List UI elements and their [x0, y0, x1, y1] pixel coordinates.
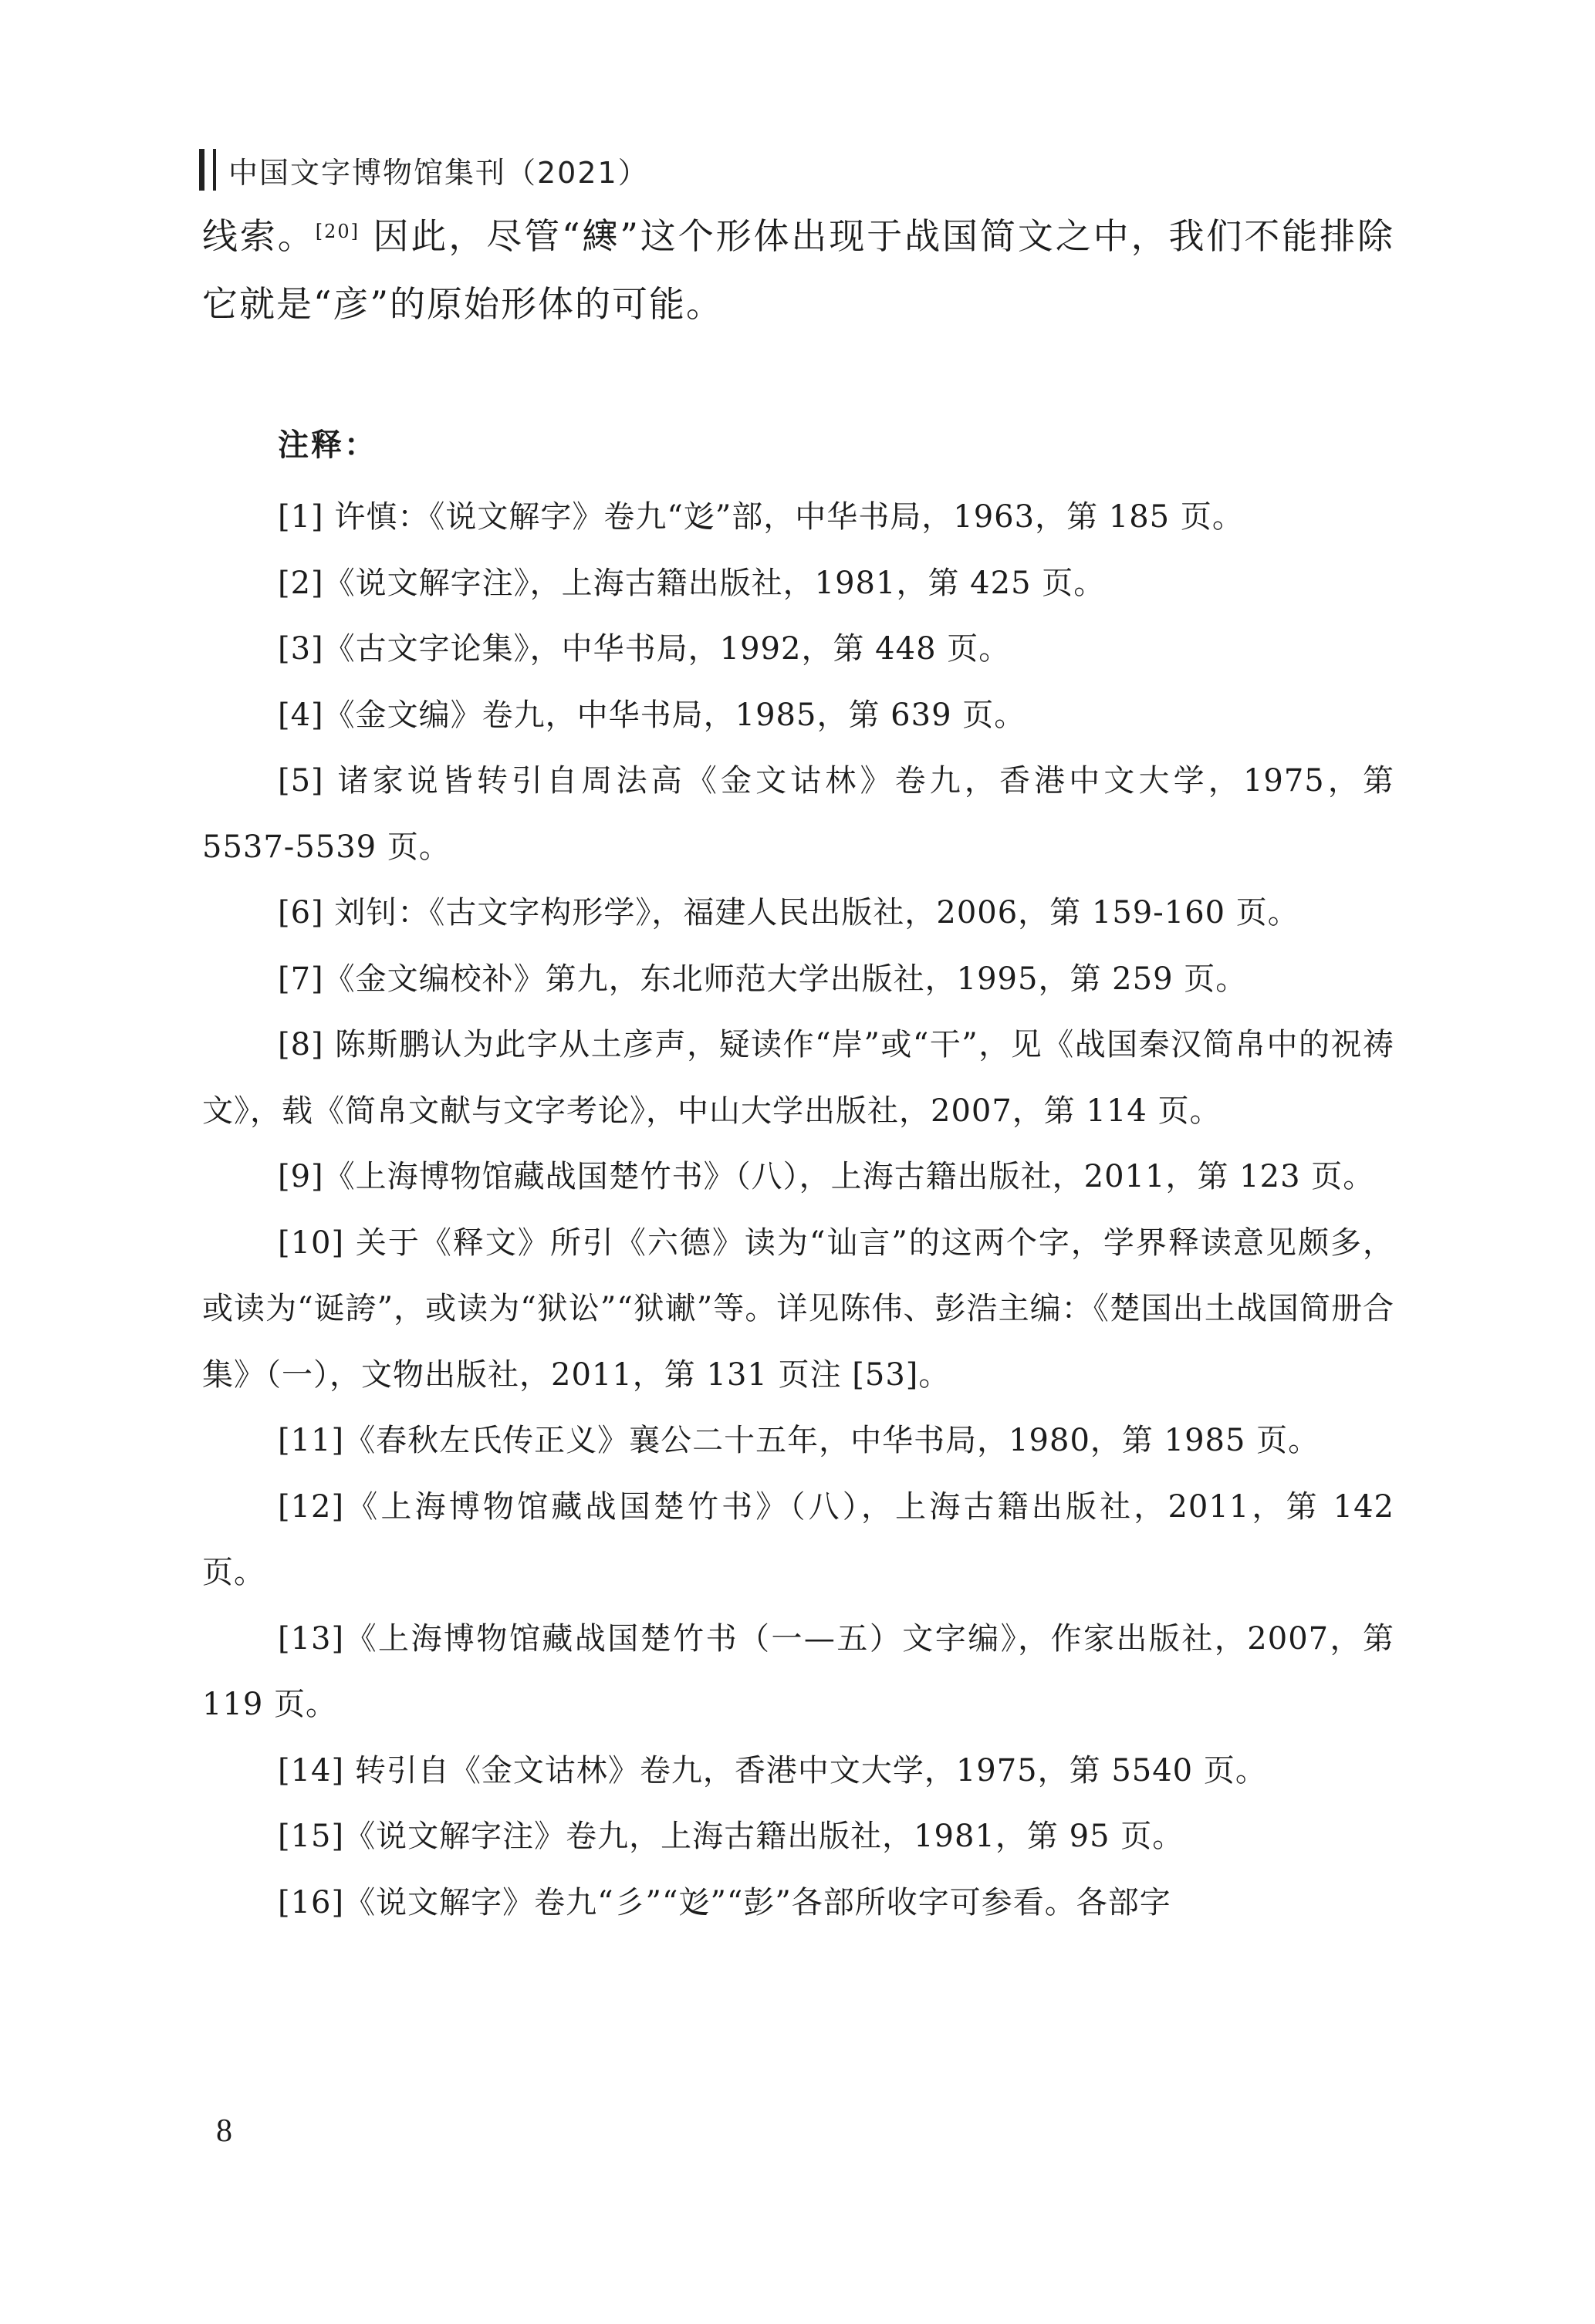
running-header: [199, 145, 649, 194]
note-item: [8] 陈斯鹏认为此字从土彦声，疑读作“岸”或“干”，见《战国秦汉简帛中的祝祷文》，载《简帛文献与文字考论》，中山大学出版社，2007，第 114 页。: [202, 1027, 1394, 1129]
paragraph-end: ”这个形体出现于战国简文之中，我们不能排除它就是“彦”的原始形体的可能。: [202, 215, 1394, 325]
paragraph-start: 线索。: [202, 215, 316, 257]
header-bar-icon: [199, 149, 216, 191]
body-paragraph: [202, 202, 1394, 338]
page-number: 8: [216, 2113, 232, 2149]
note-item: [14] 转引自《金文诂林》卷九，香港中文大学，1975，第 5540 页。: [278, 1752, 1267, 1789]
paragraph-middle: 因此，尽管“: [359, 215, 582, 257]
note-item: [4]《金文编》卷九，中华书局，1985，第 639 页。: [278, 697, 1026, 733]
note-item: [3]《古文字论集》，中华书局，1992，第 448 页。: [278, 631, 1011, 667]
citation-marker[interactable]: [20]: [315, 221, 360, 242]
note-item: [6] 刘钊：《古文字构形学》，福建人民出版社，2006，第 159-160 页。: [278, 895, 1299, 931]
note-item: [9]《上海博物馆藏战国楚竹书》（八），上海古籍出版社，2011，第 123 页。: [278, 1159, 1375, 1194]
notes-list: [202, 485, 1394, 1936]
note-item: [12]《上海博物馆藏战国楚竹书》（八），上海古籍出版社，2011，第 142 页。: [202, 1488, 1394, 1590]
ancient-glyph: 𫟂: [581, 215, 620, 257]
note-item: [10] 关于《释文》所引《六德》读为“讪言”的这两个字，学界释读意见颇多，或读为“诞誇”，或读为“狱讼”“狱谳”等。详见陈伟、彭浩主编：《楚国出土战国简册合集》（一），文物出版社，2011，第 131 页注 [53]。: [202, 1224, 1394, 1393]
note-item: [16]《说文解字》卷九“彡”“彣”“彭”各部所收字可参看。各部字: [278, 1884, 1171, 1920]
running-title: 中国文字博物馆集刊（2021）: [228, 155, 649, 190]
paragraph-text: [202, 202, 1394, 338]
note-item: [11]《春秋左氏传正义》襄公二十五年，中华书局，1980，第 1985 页。: [278, 1423, 1320, 1458]
note-item: [5] 诸家说皆转引自周法高《金文诂林》卷九，香港中文大学，1975，第 5537-5539 页。: [202, 763, 1394, 865]
note-item: [15]《说文解字注》卷九，上海古籍出版社，1981，第 95 页。: [278, 1819, 1184, 1854]
note-item: [1] 许慎：《说文解字》卷九“彣”部，中华书局，1963，第 185 页。: [278, 499, 1244, 535]
note-item: [2]《说文解字注》，上海古籍出版社，1981，第 425 页。: [278, 565, 1106, 601]
notes-heading: 注释：: [278, 427, 377, 463]
note-item: [13]《上海博物馆藏战国楚竹书（一—五）文字编》，作家出版社，2007，第 119 页。: [202, 1620, 1394, 1722]
note-item: [7]《金文编校补》第九，东北师范大学出版社，1995，第 259 页。: [278, 961, 1248, 997]
